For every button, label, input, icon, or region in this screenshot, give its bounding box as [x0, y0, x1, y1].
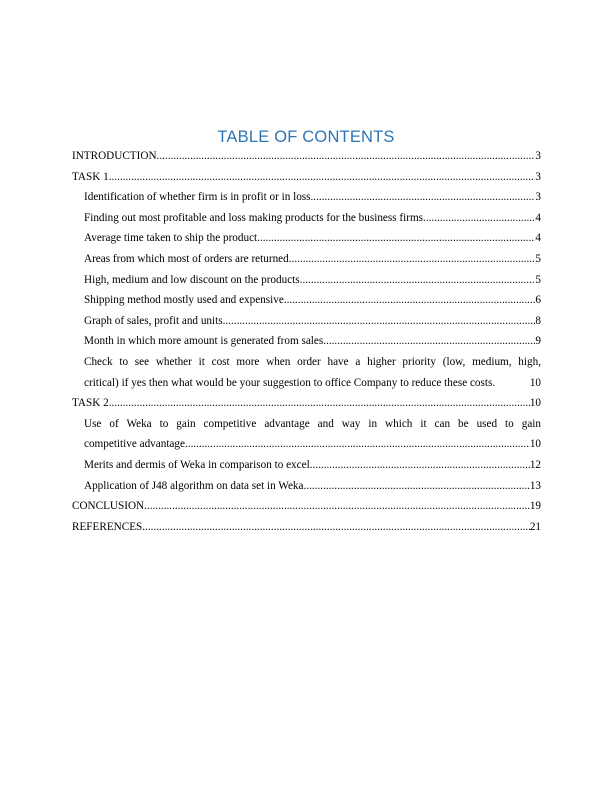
toc-entry-j48[interactable] — [72, 476, 541, 497]
toc-entry-shipping-method[interactable] — [72, 290, 541, 311]
toc-entry-sales-month[interactable] — [72, 331, 541, 352]
toc-entry-page: 13 — [529, 479, 541, 492]
toc-entry-page: 21 — [529, 520, 541, 533]
toc-heading: TABLE OF CONTENTS — [217, 128, 395, 146]
toc-entry-page: 9 — [535, 335, 541, 348]
toc-entry-graph[interactable] — [72, 311, 541, 332]
toc-entry-page: 6 — [535, 294, 541, 307]
toc-entry-label: TASK 1 — [72, 170, 109, 183]
toc-entry-label: Average time taken to ship the product — [84, 232, 258, 245]
toc-entry-task-2[interactable] — [72, 393, 541, 414]
toc-entry-page: 3 — [535, 170, 541, 183]
toc-entry-profitable-products[interactable] — [72, 208, 541, 229]
toc-entry-page: 12 — [529, 458, 541, 471]
toc-entry-priority-cost[interactable] — [72, 352, 541, 393]
toc-entry-label: High, medium and low discount on the products — [84, 273, 300, 286]
toc-entry-average-ship-time[interactable] — [72, 228, 541, 249]
toc-entry-label: Areas from which most of orders are returned — [84, 252, 289, 265]
dot-leader — [304, 476, 530, 497]
toc-entry-label: REFERENCES — [72, 520, 143, 533]
dot-leader — [157, 146, 536, 167]
toc-entry-page: 4 — [535, 232, 541, 245]
dot-leader — [311, 187, 536, 208]
dot-leader — [144, 496, 530, 517]
toc-entry-page: 4 — [535, 211, 541, 224]
toc-entry-label: Month in which more amount is generated from sales — [84, 335, 324, 348]
toc-entry-page: 3 — [535, 150, 541, 162]
toc-entry-label: Identification of whether firm is in profit or in loss — [84, 191, 311, 204]
toc-entry-label: TASK 2 — [72, 397, 109, 410]
toc-entry-page: 19 — [529, 500, 541, 513]
toc-entry-page: 10 — [529, 397, 541, 410]
toc-entry-weka-advantage[interactable] — [72, 414, 541, 455]
dot-leader — [495, 373, 527, 394]
table-of-contents — [72, 146, 541, 537]
toc-entry-label: Graph of sales, profit and units — [84, 314, 223, 327]
dot-leader — [223, 311, 536, 332]
toc-entry-profit-or-loss[interactable] — [72, 187, 541, 208]
toc-entry-label: Finding out most profitable and loss making products for the business firms — [84, 211, 424, 224]
dot-leader — [300, 270, 536, 291]
dot-leader — [423, 208, 535, 229]
toc-entry-page: 10 — [529, 376, 541, 389]
dot-leader — [109, 393, 530, 414]
dot-leader — [310, 455, 530, 476]
toc-entry-returned-areas[interactable] — [72, 249, 541, 270]
toc-entry-references[interactable] — [72, 517, 541, 538]
toc-entry-label-line-1: Check to see whether it cost more when order have a higher priority (low, medium, high, — [84, 355, 541, 368]
dot-leader — [109, 167, 536, 188]
dot-leader — [142, 517, 530, 538]
toc-entry-label-line-2: competitive advantage — [84, 438, 185, 451]
toc-entry-discounts[interactable] — [72, 270, 541, 291]
dot-leader — [185, 434, 530, 455]
toc-entry-page: 3 — [535, 191, 541, 204]
toc-entry-label: Application of J48 algorithm on data set in Weka — [84, 479, 304, 492]
toc-entry-page: 5 — [535, 273, 541, 286]
dot-leader — [323, 331, 535, 352]
dot-leader — [284, 290, 536, 311]
toc-entry-label-line-1: Use of Weka to gain competitive advantage and way in which it can be used to gain — [84, 417, 541, 430]
toc-entry-conclusion[interactable] — [72, 496, 541, 517]
toc-entry-page: 5 — [535, 252, 541, 265]
toc-entry-page: 10 — [529, 438, 541, 451]
dot-leader — [289, 249, 536, 270]
toc-entry-label: Merits and dermis of Weka in comparison to excel — [84, 458, 310, 471]
toc-entry-label: Shipping method mostly used and expensive — [84, 294, 284, 307]
toc-entry-label: CONCLUSION — [72, 500, 145, 513]
toc-entry-page: 8 — [535, 314, 541, 327]
toc-entry-task-1[interactable] — [72, 167, 541, 188]
dot-leader — [257, 228, 535, 249]
toc-entry-label: INTRODUCTION — [72, 150, 157, 162]
toc-entry-label-line-2: critical) if yes then what would be your suggestion to office Company to reduce these costs. — [84, 376, 496, 389]
toc-entry-weka-vs-excel[interactable] — [72, 455, 541, 476]
toc-entry-introduction[interactable] — [72, 146, 541, 167]
